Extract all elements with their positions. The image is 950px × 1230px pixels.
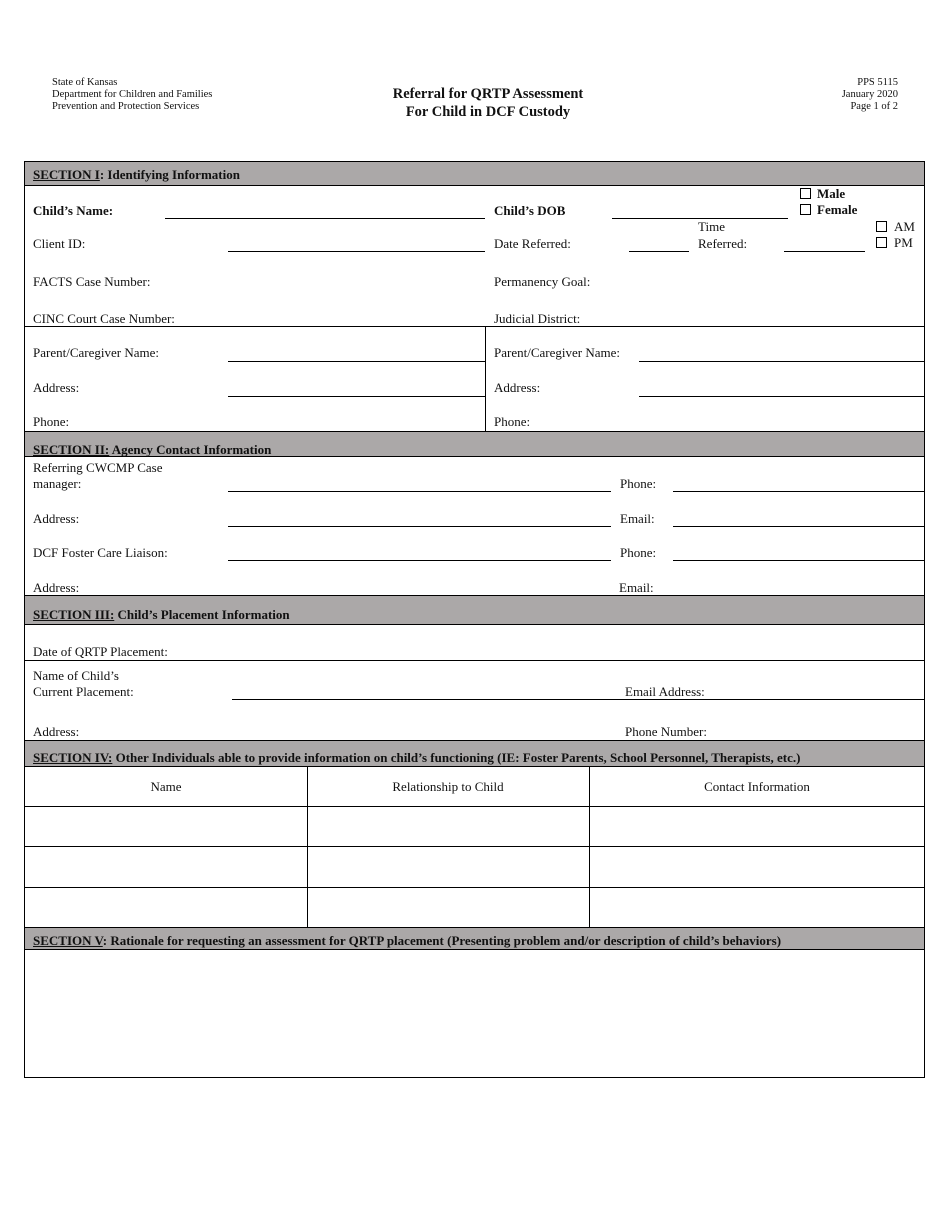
placement-phone-label: Phone Number: — [625, 724, 707, 739]
title-line-1: Referral for QRTP Assessment — [392, 86, 584, 102]
address-2-label: Address: — [33, 580, 80, 595]
childs-dob-label: Child’s DOB — [494, 203, 566, 218]
male-checkbox[interactable] — [800, 188, 811, 199]
section-3-title: Child’s Placement Information — [114, 607, 290, 622]
section-2-header — [25, 431, 924, 457]
table-cell-r3-contact[interactable] — [590, 888, 925, 927]
address-1-field[interactable] — [228, 526, 611, 527]
table-cell-r2-name[interactable] — [25, 847, 307, 887]
parent-name-right-label: Parent/Caregiver Name: — [494, 345, 620, 360]
cinc-case-label: CINC Court Case Number: — [33, 311, 175, 326]
address-right-label: Address: — [494, 380, 541, 395]
section-2-title: Agency Contact Information — [109, 442, 272, 457]
table-cell-r3-relationship[interactable] — [308, 888, 589, 927]
current-placement-label-1: Name of Child’s — [33, 668, 119, 683]
am-label: AM — [894, 219, 915, 234]
address-left-label: Address: — [33, 380, 80, 395]
section-2-prefix: SECTION II: — [33, 442, 110, 457]
page-number: Page 1 of 2 — [850, 101, 898, 112]
liaison-field[interactable] — [228, 560, 611, 561]
female-label: Female — [817, 202, 858, 217]
referring-manager-label-1: Referring CWCMP Case — [33, 460, 163, 475]
date-referred-field[interactable] — [629, 251, 689, 252]
email-2-label: Email: — [619, 580, 654, 595]
form-date: January 2020 — [841, 89, 898, 100]
section-1-header — [25, 162, 924, 186]
parent-name-right-field[interactable] — [639, 361, 924, 362]
form-info — [842, 77, 898, 113]
title-line-2: For Child in DCF Custody — [405, 104, 571, 120]
table-cell-r1-relationship[interactable] — [308, 807, 589, 846]
form-number: PPS 5115 — [857, 77, 898, 88]
column-header-contact: Contact Information — [704, 779, 810, 794]
column-header-name: Name — [150, 779, 182, 794]
time-referred-field[interactable] — [784, 251, 865, 252]
phone-2-field[interactable] — [673, 560, 924, 561]
liaison-label: DCF Foster Care Liaison: — [33, 545, 168, 560]
section-4-header — [25, 740, 924, 767]
agency-line-division: Prevention and Protection Services — [52, 101, 200, 112]
email-1-label: Email: — [620, 511, 655, 526]
referring-manager-label-2: manager: — [33, 476, 82, 491]
section-4-prefix: SECTION IV: — [33, 750, 113, 765]
client-id-label: Client ID: — [33, 236, 86, 251]
am-checkbox[interactable] — [876, 221, 887, 232]
table-cell-r3-name[interactable] — [25, 888, 307, 927]
date-placement-label: Date of QRTP Placement: — [33, 644, 168, 659]
agency-line-state: State of Kansas — [52, 77, 118, 88]
section-5-prefix: SECTION V — [33, 933, 103, 948]
childs-name-label: Child’s Name: — [33, 203, 114, 218]
referring-manager-field[interactable] — [228, 491, 611, 492]
referral-form — [24, 161, 925, 1078]
parent-name-left-label: Parent/Caregiver Name: — [33, 345, 159, 360]
parent-name-left-field[interactable] — [228, 361, 485, 362]
address-left-field[interactable] — [228, 396, 485, 397]
childs-name-field[interactable] — [165, 218, 485, 219]
section-1-title: : Identifying Information — [99, 167, 240, 182]
section-3-header — [25, 595, 924, 625]
divider-parents-vertical — [485, 326, 486, 431]
rationale-textarea[interactable] — [25, 950, 924, 1077]
placement-address-label: Address: — [33, 724, 80, 739]
judicial-district-label: Judicial District: — [494, 311, 581, 326]
table-cell-r2-relationship[interactable] — [308, 847, 589, 887]
pm-label: PM — [894, 235, 913, 250]
phone-1-field[interactable] — [673, 491, 924, 492]
table-cell-r1-contact[interactable] — [590, 807, 925, 846]
current-placement-field[interactable] — [232, 699, 924, 700]
section-1-prefix: SECTION I — [33, 167, 100, 182]
phone-1-label: Phone: — [620, 476, 657, 491]
time-referred-label: Referred: — [698, 236, 748, 251]
agency-block — [52, 77, 212, 113]
email-1-field[interactable] — [673, 526, 924, 527]
placement-email-label: Email Address: — [625, 684, 705, 699]
agency-line-department: Department for Children and Families — [52, 89, 213, 100]
section-4-title: Other Individuals able to provide information on child’s functioning (IE: Foster Parents, School Personnel, Therapists, etc.) — [112, 750, 801, 765]
address-1-label: Address: — [33, 511, 80, 526]
table-cell-r1-name[interactable] — [25, 807, 307, 846]
section-5-title: : Rationale for requesting an assessment for QRTP placement (Presenting problem and/or description of child’s behaviors) — [102, 933, 782, 948]
phone-2-label: Phone: — [620, 545, 657, 560]
phone-right-label: Phone: — [494, 414, 531, 429]
facts-case-label: FACTS Case Number: — [33, 274, 151, 289]
column-header-relationship: Relationship to Child — [392, 779, 504, 794]
section-3-prefix: SECTION III: — [33, 607, 115, 622]
address-right-field[interactable] — [639, 396, 924, 397]
current-placement-label-2: Current Placement: — [33, 684, 134, 699]
section-5-header — [25, 927, 924, 950]
page-title — [338, 85, 638, 121]
female-checkbox[interactable] — [800, 204, 811, 215]
divider-placement — [25, 660, 924, 661]
divider-parents — [25, 326, 924, 327]
permanency-goal-label: Permanency Goal: — [494, 274, 591, 289]
date-referred-label: Date Referred: — [494, 236, 571, 251]
client-id-field[interactable] — [228, 251, 485, 252]
male-label: Male — [817, 186, 846, 201]
time-label: Time — [698, 219, 725, 234]
phone-left-label: Phone: — [33, 414, 70, 429]
pm-checkbox[interactable] — [876, 237, 887, 248]
table-cell-r2-contact[interactable] — [590, 847, 925, 887]
